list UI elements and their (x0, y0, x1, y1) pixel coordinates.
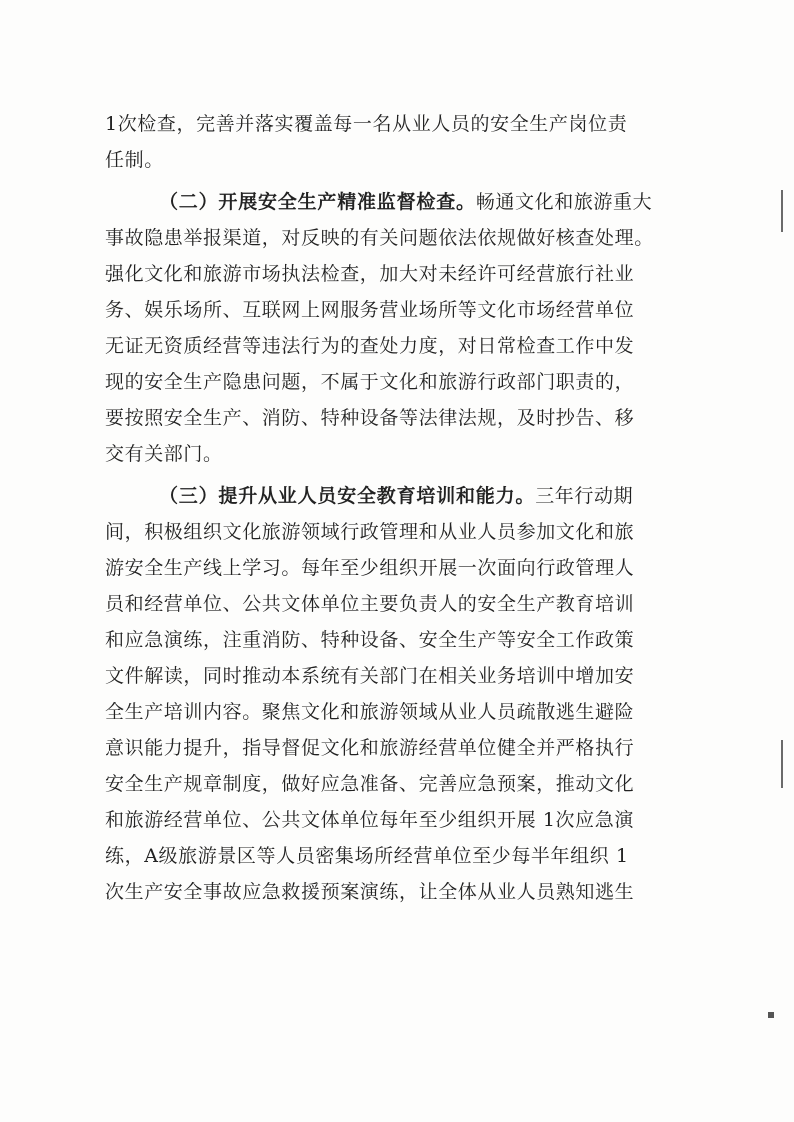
section-3-first-line-text: 三年行动期 (535, 485, 634, 507)
section-3-heading: （三）提升从业人员安全教育培训和能力。 (159, 485, 536, 507)
scan-edge-mark (781, 190, 783, 232)
text-line: 和旅游经营单位、公共文体单位每年至少组织开展 1次应急演 (105, 809, 634, 831)
text-line: 间，积极组织文化旅游领域行政管理和从业人员参加文化和旅 (105, 521, 635, 543)
text-line: 无证无资质经营等违法行为的查处力度，对日常检查工作中发 (105, 335, 635, 357)
section-3-first-line (105, 478, 690, 514)
text-line: 任制。 (105, 149, 164, 171)
text-line: 文件解读，同时推动本系统有关部门在相关业务培训中增加安 (105, 665, 635, 687)
text-line: 事故隐患举报渠道，对反映的有关问题依法依规做好核查处理。 (105, 227, 654, 249)
text-line: 意识能力提升，指导督促文化和旅游经营单位健全并严格执行 (105, 737, 635, 759)
text-line: 现的安全生产隐患问题，不属于文化和旅游行政部门职责的， (105, 371, 635, 393)
text-line: 员和经营单位、公共文体单位主要负责人的安全生产教育培训 (105, 593, 635, 615)
scan-speck (768, 1012, 774, 1018)
text-line: 次生产安全事故应急救援预案演练，让全体从业人员熟知逃生 (105, 881, 635, 903)
document-body (105, 106, 690, 910)
text-line: 务、娱乐场所、互联网上网服务营业场所等文化市场经营单位 (105, 299, 635, 321)
text-line: 练，A级旅游景区等人员密集场所经营单位至少每半年组织 1 (105, 845, 629, 867)
text-line: 全生产培训内容。聚焦文化和旅游领域从业人员疏散逃生避险 (105, 701, 635, 723)
text-line: 和应急演练，注重消防、特种设备、安全生产等安全工作政策 (105, 629, 635, 651)
section-2-first-line (105, 184, 690, 220)
text-line: 安全生产规章制度，做好应急准备、完善应急预案，推动文化 (105, 773, 635, 795)
text-line: 1次检查，完善并落实覆盖每一名从业人员的安全生产岗位责 (105, 113, 628, 135)
scan-edge-mark (781, 740, 783, 788)
section-2-first-line-text: 畅通文化和旅游重大 (475, 191, 653, 213)
text-line: 要按照安全生产、消防、特种设备等法律法规，及时抄告、移 (105, 407, 635, 429)
text-line: 交有关部门。 (105, 443, 223, 465)
section-2-heading: （二）开展安全生产精准监督检查。 (159, 191, 476, 213)
text-line: 强化文化和旅游市场执法检查，加大对未经许可经营旅行社业 (105, 263, 635, 285)
text-line: 游安全生产线上学习。每年至少组织开展一次面向行政管理人 (105, 557, 635, 579)
